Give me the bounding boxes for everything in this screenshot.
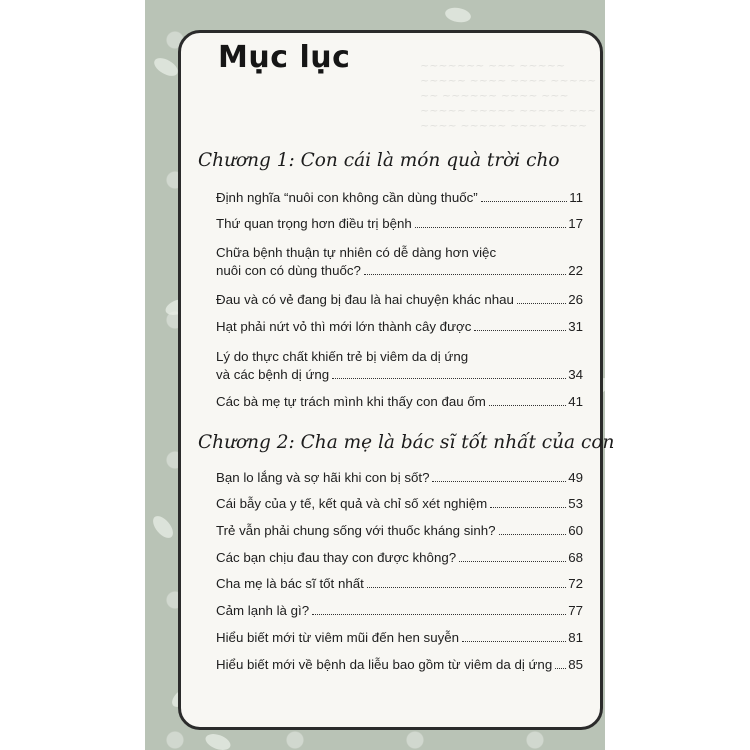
page-number: 77 <box>568 603 583 618</box>
dot-leader <box>364 274 566 275</box>
entry-title-line-2: nuôi con có dùng thuốc? <box>216 263 361 278</box>
dot-leader <box>481 201 567 202</box>
dot-leader <box>367 587 566 588</box>
toc-entry[interactable] <box>216 216 583 232</box>
dot-leader <box>312 614 566 615</box>
toc-entry[interactable] <box>216 245 583 279</box>
entry-title: Định nghĩa “nuôi con không cần dùng thuốc” <box>216 190 478 205</box>
entry-title: Các bà mẹ tự trách mình khi thấy con đau ốm <box>216 394 486 409</box>
dot-leader <box>517 303 566 304</box>
page-number: 53 <box>568 496 583 511</box>
toc-entry[interactable] <box>216 550 583 566</box>
page-number: 85 <box>568 657 583 672</box>
leaf-decoration <box>444 6 472 24</box>
entry-title-line-2: và các bệnh dị ứng <box>216 367 330 382</box>
entry-title: Đau và có vẻ đang bị đau là hai chuyện khác nhau <box>216 292 514 307</box>
dot-leader <box>489 405 566 406</box>
show-through-text: ~~~~~~~ ~~~ ~~~~~ ~~~~~ ~~~~ ~~~~ ~~~~~ ~~ ~~~~~~ ~~~~ ~~~ ~~~~~ ~~~~~ ~~~~~ ~~~ ~~~~ ~~~~~ ~~~~ ~~~~ <box>420 59 597 132</box>
entry-title: Hạt phải nứt vỏ thì mới lớn thành cây được <box>216 319 472 334</box>
entry-title: Cha mẹ là bác sĩ tốt nhất <box>216 576 364 591</box>
toc-entry[interactable] <box>216 576 583 592</box>
page-number: 41 <box>568 394 583 409</box>
toc-entry[interactable] <box>216 190 583 206</box>
dot-leader <box>555 668 566 669</box>
leaf-decoration <box>149 513 176 542</box>
dot-leader <box>474 330 566 331</box>
entry-title: Cảm lạnh là gì? <box>216 603 310 618</box>
leaf-decoration <box>151 54 181 79</box>
toc-entry[interactable] <box>216 657 583 673</box>
entry-title: Thứ quan trọng hơn điều trị bệnh <box>216 216 412 231</box>
toc-title: Mục lục <box>218 40 351 75</box>
entry-title-line-1: Lý do thực chất khiến trẻ bị viêm da dị ứng <box>216 349 469 364</box>
dot-leader <box>415 227 566 228</box>
entry-title: Hiểu biết mới về bệnh da liễu bao gồm từ viêm da dị ứng <box>216 657 553 672</box>
dot-leader <box>490 507 566 508</box>
page-number: 11 <box>569 190 583 205</box>
dot-leader <box>332 378 566 379</box>
page-number: 72 <box>568 576 583 591</box>
page-number: 22 <box>568 263 583 278</box>
entry-title: Hiểu biết mới từ viêm mũi đến hen suyễn <box>216 630 460 645</box>
toc-entry[interactable] <box>216 470 583 486</box>
toc-entry[interactable] <box>216 496 583 512</box>
leaf-decoration <box>203 731 232 750</box>
page-number: 81 <box>568 630 583 645</box>
page-number: 26 <box>568 292 583 307</box>
chapter-2-heading: Chương 2: Cha mẹ là bác sĩ tốt nhất của con <box>198 432 615 453</box>
toc-entry[interactable] <box>216 394 583 410</box>
dot-leader <box>462 641 566 642</box>
entry-title-line-1: Chữa bệnh thuận tự nhiên có dễ dàng hơn việc <box>216 245 497 260</box>
entry-title: Các bạn chịu đau thay con được không? <box>216 550 457 565</box>
toc-entry[interactable] <box>216 319 583 335</box>
chapter-1-heading: Chương 1: Con cái là món quà trời cho <box>198 150 560 171</box>
page-number: 34 <box>568 367 583 382</box>
page-number: 31 <box>568 319 583 334</box>
toc-entry[interactable] <box>216 630 583 646</box>
toc-entry[interactable] <box>216 523 583 539</box>
page-number: 68 <box>568 550 583 565</box>
page-number: 49 <box>568 470 583 485</box>
page-number: 60 <box>568 523 583 538</box>
dot-leader <box>499 534 567 535</box>
dot-leader <box>459 561 566 562</box>
toc-entry[interactable] <box>216 603 583 619</box>
entry-title: Cái bẫy của y tế, kết quả và chỉ số xét nghiệm <box>216 496 488 511</box>
entry-title: Bạn lo lắng và sợ hãi khi con bị sốt? <box>216 470 430 485</box>
toc-entry[interactable] <box>216 292 583 308</box>
dot-leader <box>432 481 566 482</box>
entry-title: Trẻ vẫn phải chung sống với thuốc kháng sinh? <box>216 523 496 538</box>
page-number: 17 <box>568 216 583 231</box>
toc-entry[interactable] <box>216 349 583 383</box>
